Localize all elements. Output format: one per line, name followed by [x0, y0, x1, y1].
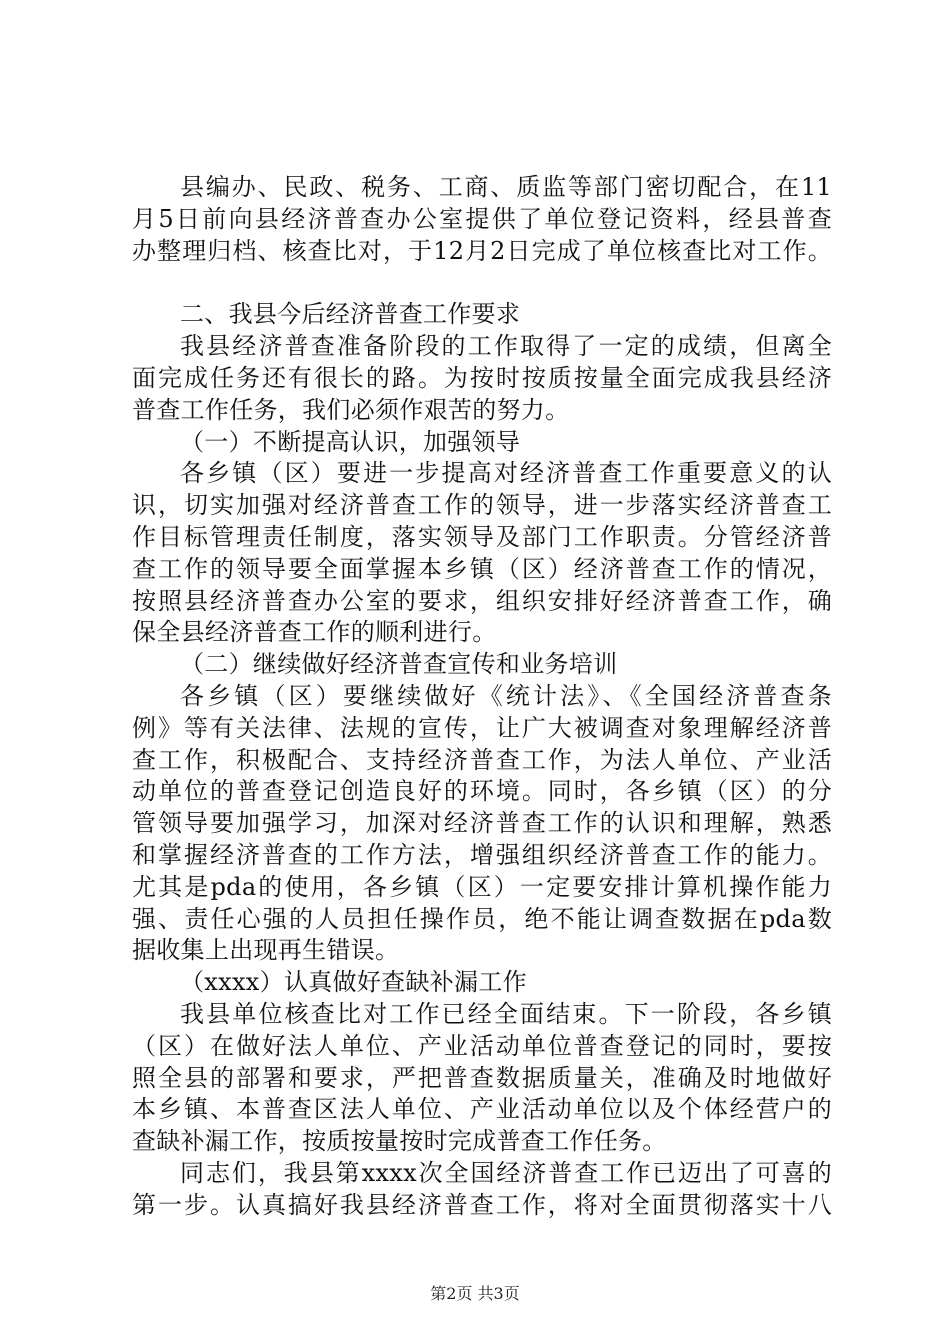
- paragraph-unit-registration: [132, 172, 832, 267]
- paragraph-line: （区）在做好法人单位、产业活动单位普查登记的同时，要按: [132, 1031, 832, 1060]
- paragraph-line: 尤其是pda的使用，各乡镇（区）一定要安排计算机操作能力: [132, 872, 832, 901]
- paragraph-line: 识，切实加强对经济普查工作的领导，进一步落实经济普查工: [132, 491, 832, 520]
- paragraph-line: 面完成任务还有很长的路。为按时按质按量全面完成我县经济: [132, 363, 832, 392]
- paragraph-line: 普查工作任务，我们必须作艰苦的努力。: [132, 395, 570, 424]
- paragraph-line: 动单位的普查登记创造良好的环境。同时，各乡镇（区）的分: [132, 777, 832, 806]
- paragraph-line: 办整理归档、核查比对，于12月2日完成了单位核查比对工作。: [132, 236, 832, 265]
- paragraph-fill-gaps: [132, 999, 832, 1158]
- paragraph-line: 据收集上出现再生错误。: [132, 936, 400, 965]
- paragraph-line: 我县经济普查准备阶段的工作取得了一定的成绩，但离全: [180, 332, 832, 361]
- paragraph-line: 作目标管理责任制度，落实领导及部门工作职责。分管经济普: [132, 522, 832, 551]
- paragraph-publicity-training: [132, 681, 832, 967]
- sub-heading-leadership: （一）不断提高认识，加强领导: [180, 427, 521, 456]
- paragraph-line: 保全县经济普查工作的顺利进行。: [132, 618, 497, 647]
- paragraph-line: 例》等有关法律、法规的宣传，让广大被调查对象理解经济普: [132, 713, 832, 742]
- paragraph-line: 本乡镇、本普查区法人单位、产业活动单位以及个体经营户的: [132, 1095, 832, 1124]
- paragraph-line: 县编办、民政、税务、工商、质监等部门密切配合，在11: [180, 173, 832, 201]
- paragraph-line: 我县单位核查比对工作已经全面结束。下一阶段，各乡镇: [180, 999, 832, 1028]
- paragraph-line: 查工作的领导要全面掌握本乡镇（区）经济普查工作的情况，: [132, 554, 832, 583]
- paragraph-leadership: [132, 458, 832, 649]
- document-body: [132, 172, 832, 1222]
- paragraph-closing: [132, 1158, 832, 1222]
- sub-heading-fill-gaps: （xxxx）认真做好查缺补漏工作: [180, 968, 527, 997]
- paragraph-line: 第一步。认真搞好我县经济普查工作，将对全面贯彻落实十八: [132, 1190, 832, 1219]
- paragraph-line: 和掌握经济普查的工作方法，增强组织经济普查工作的能力。: [132, 840, 832, 869]
- paragraph-line: 同志们，我县第xxxx次全国经济普查工作已迈出了可喜的: [180, 1158, 832, 1187]
- paragraph-line: 强、责任心强的人员担任操作员，绝不能让调查数据在pda数: [132, 904, 832, 933]
- paragraph-line: 查缺补漏工作，按质按量按时完成普查工作任务。: [132, 1127, 667, 1156]
- page-number-footer: 第2页 共3页: [430, 1284, 520, 1303]
- paragraph-line: 照全县的部署和要求，严把普查数据质量关，准确及时地做好: [132, 1063, 832, 1092]
- paragraph-line: 查工作，积极配合、支持经济普查工作，为法人单位、产业活: [132, 745, 832, 774]
- paragraph-line: 按照县经济普查办公室的要求，组织安排好经济普查工作，确: [132, 586, 832, 615]
- paragraph-gap: [132, 267, 832, 299]
- paragraph-line: 各乡镇（区）要进一步提高对经济普查工作重要意义的认: [180, 459, 832, 488]
- paragraph-achievements: [132, 331, 832, 426]
- paragraph-line: 月5日前向县经济普查办公室提供了单位登记资料，经县普查: [132, 204, 832, 233]
- sub-heading-publicity-training: （二）继续做好经济普查宣传和业务培训: [180, 650, 618, 679]
- paragraph-line: 各乡镇（区）要继续做好《统计法》、《全国经济普查条: [180, 681, 832, 710]
- paragraph-line: 管领导要加强学习，加深对经济普查工作的认识和理解，熟悉: [132, 809, 832, 838]
- section-heading: 二、我县今后经济普查工作要求: [180, 300, 521, 329]
